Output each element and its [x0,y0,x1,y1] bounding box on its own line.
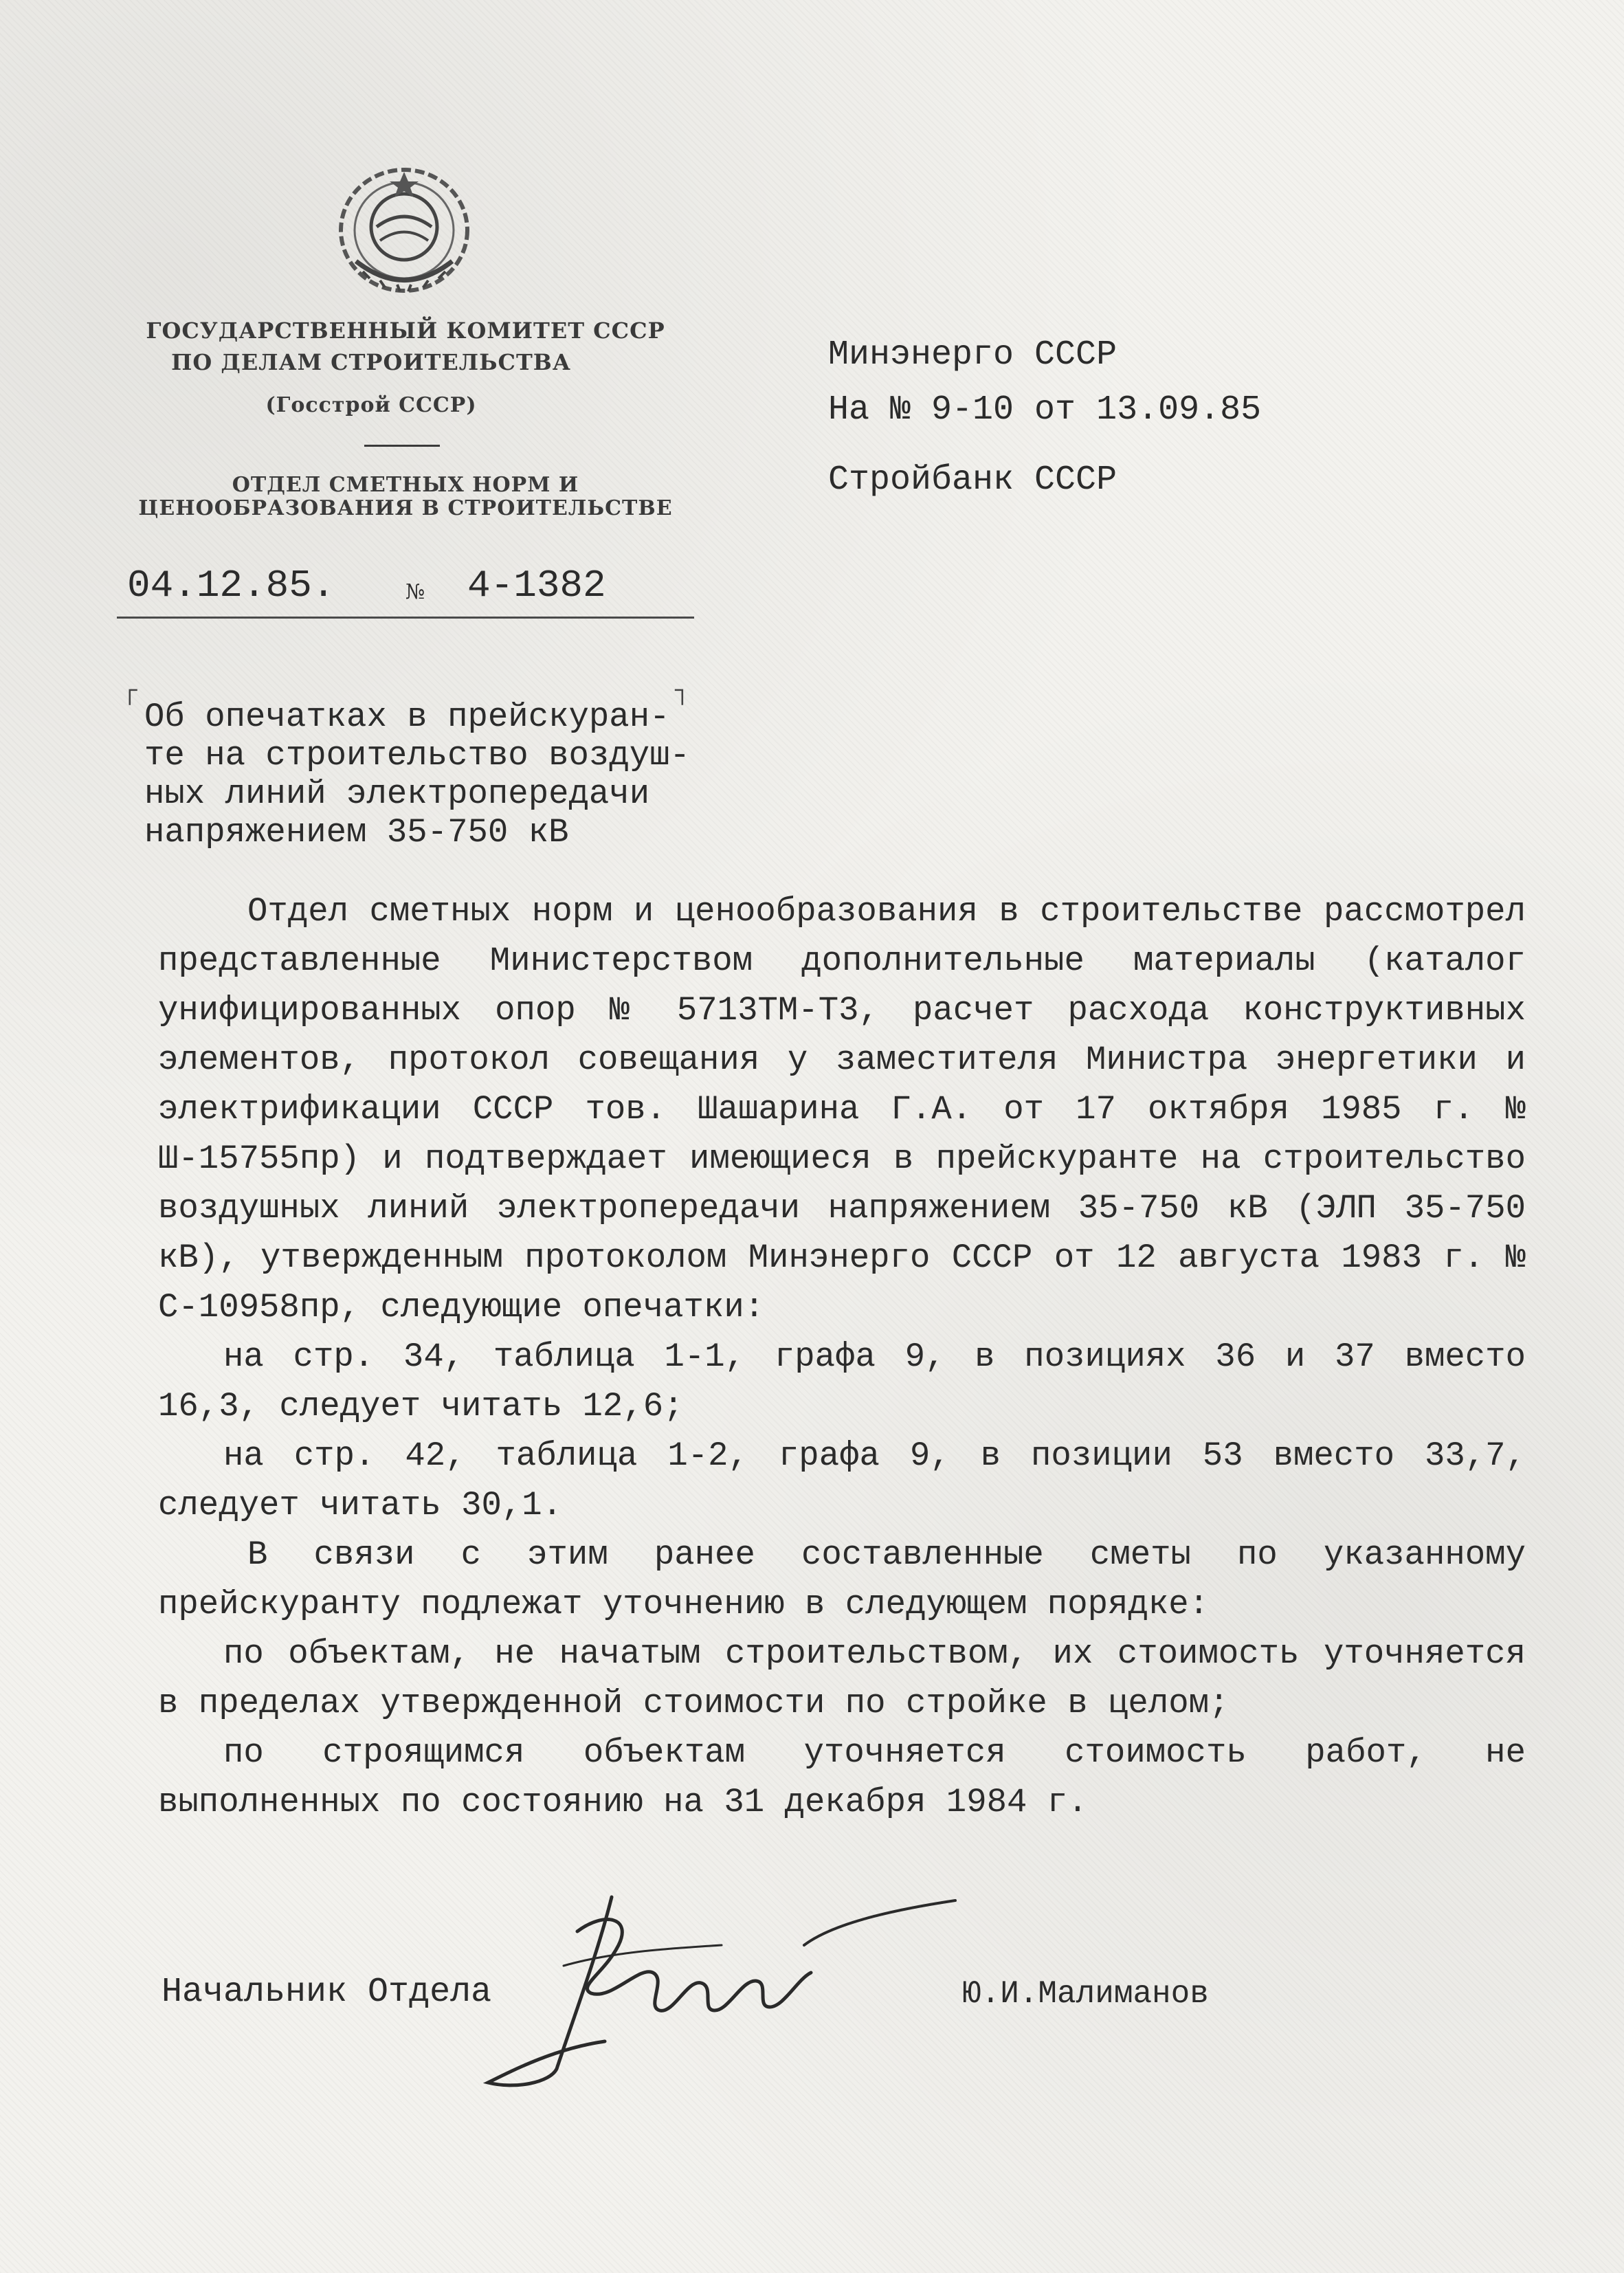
department-line1: ОТДЕЛ СМЕТНЫХ НОРМ И [232,473,579,497]
body-paragraph: В связи с этим ранее составленные сметы по указанному прейскуранту подлежат уточнению в следующем порядке: [158,1535,1526,1623]
body-paragraph: на стр. 42, таблица 1-2, графа 9, в позиции 53 вместо 33,7, следует читать 30,1. [158,1437,1526,1524]
corner-mark-left: ┌ [122,677,137,705]
department-line2: ЦЕНООБРАЗОВАНИЯ В СТРОИТЕЛЬСТВЕ [138,496,673,520]
body-paragraph: Отдел сметных норм и ценообразования в строительстве рассмотрел представленные Министерством дополнительные материалы (каталог унифицированных опор № 5713ТМ-Т3, расчет расхода конструктивных элементов, протокол совещания у заместителя Министра энергетики и электрификации СССР тов. Шашарина Г.А. от 17 октября 1985 г. № Ш-15755пр) и подтверждает имеющиеся в прейскуранте на строительство воздушных линий электропередачи напряжением 35-750 кВ (ЭЛП 35-750 кВ), утвержденным протоколом Минэнерго СССР от 12 августа 1983 г. № С-10958пр, следующие опечатки: [158,892,1526,1327]
body-paragraph: по строящимся объектам уточняется стоимость работ, не выполненных по состоянию на 31 декабря 1984 г. [158,1733,1526,1821]
number-label: № [405,580,425,604]
subject: Об опечатках в прейскуран- те на строительство воздуш- ных линий электропередачи напряжением 35-750 кВ [144,698,690,852]
addressee-1: Минэнерго СССР [828,335,1117,375]
letterhead-divider [364,445,440,447]
org-name-line2: ПО ДЕЛАМ СТРОИТЕЛЬСТВА [171,349,571,375]
letter-number: 4-1382 [467,564,606,608]
body-paragraph: на стр. 34, таблица 1-1, графа 9, в позициях 36 и 37 вместо 16,3, следует читать 12,6; [158,1338,1526,1426]
letter-body [158,887,1526,1827]
org-short-name: (Госстрой СССР) [265,393,477,417]
signatory-title: Начальник Отдела [162,1973,492,2012]
reference-line [117,564,694,619]
addressee-2: Стройбанк СССР [828,461,1117,500]
signatory-name: Ю.И.Малиманов [962,1976,1209,2012]
addressee-reference: На № 9-10 от 13.09.85 [828,390,1262,430]
corner-mark-right: ┐ [675,677,690,705]
body-paragraph: по объектам, не начатым строительством, их стоимость уточняется в пределах утвержденной стоимости по стройке в целом; [158,1634,1526,1722]
org-name-line1: ГОСУДАРСТВЕННЫЙ КОМИТЕТ СССР [146,318,665,344]
reference-underline [117,617,694,619]
handwritten-signature-icon [474,1870,969,2096]
ussr-emblem-icon [329,158,480,296]
letter-date: 04.12.85. [127,564,335,608]
